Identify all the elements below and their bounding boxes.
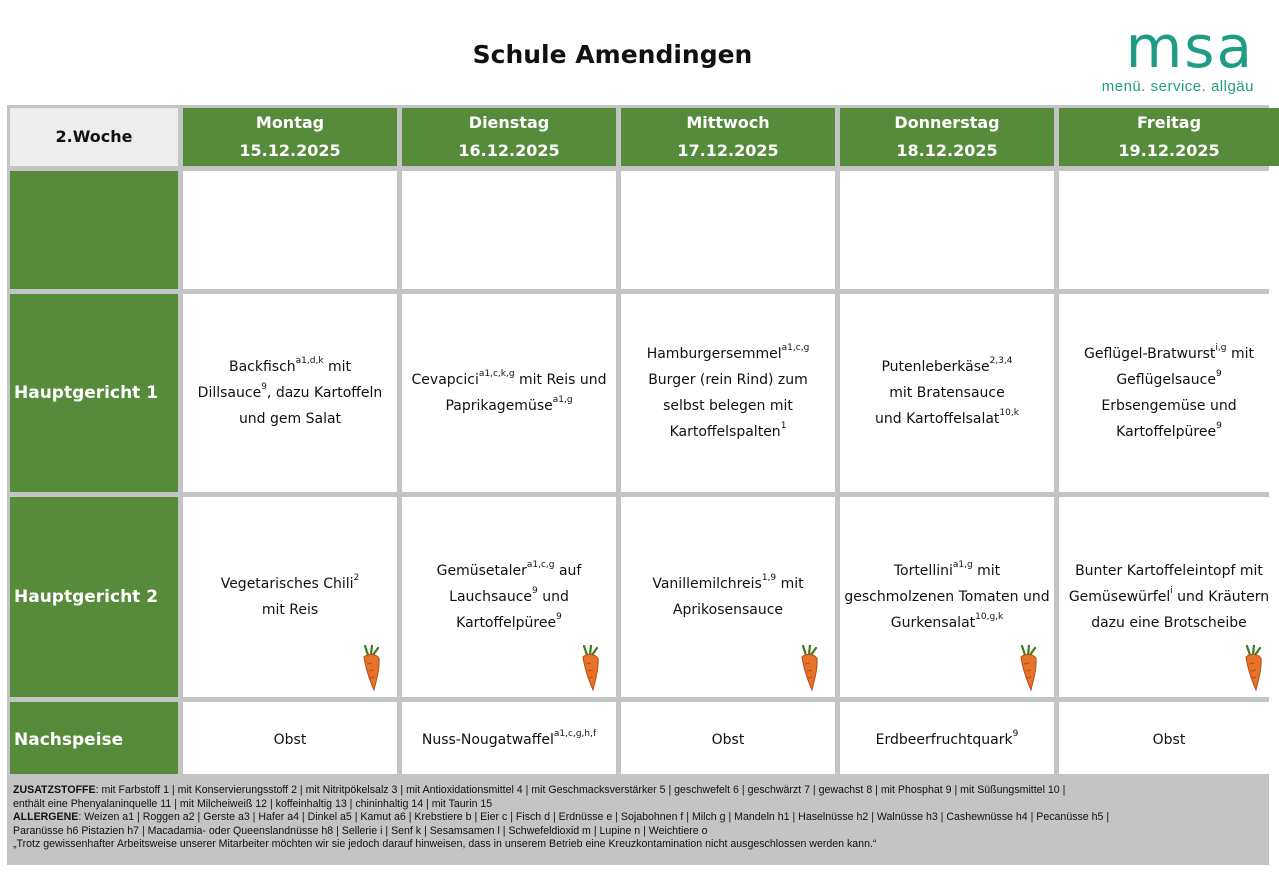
allergen-codes: 9 <box>532 586 538 596</box>
main1-thursday <box>840 294 1054 492</box>
dish-line <box>1084 341 1254 367</box>
main2-wednesday <box>621 497 835 697</box>
dish-text <box>412 367 607 419</box>
dish-line <box>712 727 745 753</box>
dish-name: Kartoffelpüree <box>456 615 557 631</box>
dish-name: geschmolzenen Tomaten und <box>844 589 1050 605</box>
dish-name: Gemüsewürfel <box>1068 589 1171 605</box>
dish-line <box>647 393 810 419</box>
dish-name: Aprikosensauce <box>672 602 784 618</box>
dish-name: Putenleberkäse <box>881 359 990 375</box>
allergens-label: ALLERGENE <box>13 811 79 823</box>
main1-monday <box>183 294 397 492</box>
dish-name: und Kräutern <box>1172 589 1270 605</box>
dish-name: Gurkensalat <box>890 615 976 631</box>
day-name: Dienstag <box>468 113 550 132</box>
empty-cell <box>621 171 835 289</box>
empty-cell <box>402 171 616 289</box>
empty-cell <box>183 171 397 289</box>
dessert-friday <box>1059 702 1279 778</box>
dish-name: Hamburgersemmel <box>646 346 782 362</box>
dish-text <box>1084 341 1254 445</box>
dish-line <box>844 584 1049 610</box>
day-name: Montag <box>255 113 325 132</box>
main2-monday <box>183 497 397 697</box>
dish-line <box>1069 610 1269 636</box>
carrot-icon <box>359 645 383 691</box>
day-date: 15.12.2025 <box>239 141 341 160</box>
page-title: Schule Amendingen <box>472 40 753 69</box>
dish-name: Erbsengemüse und <box>1101 398 1237 414</box>
main2-friday <box>1059 497 1279 697</box>
dish-text <box>844 558 1049 636</box>
day-header-monday <box>183 108 397 166</box>
dish-name: mit <box>972 563 1001 579</box>
allergen-codes: 9 <box>1215 369 1222 379</box>
allergen-codes: i,g <box>1215 343 1227 353</box>
carrot-icon <box>797 645 821 691</box>
dish-line <box>1084 393 1254 419</box>
dish-line <box>844 558 1049 584</box>
dish-line <box>647 367 810 393</box>
dish-name: Gemüsetaler <box>436 563 527 579</box>
dish-line <box>198 354 383 380</box>
day-name: Freitag <box>1136 113 1202 132</box>
allergen-codes: 9 <box>1216 421 1222 431</box>
dish-line <box>652 571 803 597</box>
dish-name: Vanillemilchreis <box>652 576 762 592</box>
dish-name: und gem Salat <box>238 411 342 427</box>
dish-name: Backfisch <box>228 359 296 375</box>
dish-name: Lauchsauce <box>449 589 533 605</box>
allergen-codes: 9 <box>261 382 267 392</box>
dessert-thursday <box>840 702 1054 778</box>
dish-line <box>1069 584 1269 610</box>
dish-line <box>274 727 307 753</box>
dish-line <box>412 367 607 393</box>
dish-text <box>647 341 810 445</box>
dish-name: selbst belegen mit <box>663 398 793 414</box>
allergen-codes: 9 <box>1012 729 1019 739</box>
dish-name: Cevapcici <box>411 372 479 388</box>
day-date: 18.12.2025 <box>896 141 998 160</box>
dish-line <box>1084 367 1254 393</box>
main2-thursday <box>840 497 1054 697</box>
dish-text <box>1153 727 1186 753</box>
day-date: 17.12.2025 <box>677 141 779 160</box>
allergen-codes: 1,9 <box>761 573 777 583</box>
dish-name: mit <box>1226 346 1254 362</box>
dish-line <box>647 419 810 445</box>
dish-name: und Kartoffelsalat <box>875 411 1000 427</box>
dish-name: mit <box>323 359 351 375</box>
dish-name: Geflügelsauce <box>1116 372 1216 388</box>
empty-cell <box>1059 171 1279 289</box>
dish-name: Kartoffelspalten <box>669 424 781 440</box>
dish-name: Vegetarisches Chili <box>220 576 354 592</box>
allergen-codes: a1,c,g,h,f <box>553 729 597 739</box>
logo-mark: msa <box>1125 13 1254 81</box>
dish-line <box>1084 419 1254 445</box>
dish-name: Obst <box>273 732 307 748</box>
dish-name: Obst <box>1152 732 1186 748</box>
day-date: 16.12.2025 <box>458 141 560 160</box>
main1-wednesday <box>621 294 835 492</box>
dish-name: , dazu Kartoffeln <box>266 385 383 401</box>
day-name: Donnerstag <box>894 113 1000 132</box>
allergens-text: : Weizen a1 | Roggen a2 | Gerste a3 | Hafer a4 | Dinkel a5 | Kamut a6 | Krebstiere b | Eier c | Fisch d | Erdnüsse e | Sojabohnen f | Milch g | Mandeln h1 | Haselnüsse h2 | Walnüsse h3 | Cashewnüsse h4 | Pecanüsse h5 | <box>78 811 1110 823</box>
dish-text <box>198 354 383 432</box>
row-label-main1: Hauptgericht 1 <box>10 294 178 492</box>
day-header-tuesday <box>402 108 616 166</box>
dish-line <box>412 393 607 419</box>
dish-text <box>274 727 307 753</box>
allergen-codes: a1,g <box>952 560 973 570</box>
dish-text <box>876 727 1019 753</box>
carrot-icon <box>578 645 602 691</box>
dish-line <box>437 610 582 636</box>
dessert-tuesday <box>402 702 616 778</box>
allergen-codes: 2,3,4 <box>989 356 1013 366</box>
dish-line <box>875 406 1019 432</box>
dish-line <box>652 597 803 623</box>
dish-name: auf <box>554 563 582 579</box>
dish-name: mit Reis und <box>514 372 607 388</box>
dish-line <box>844 610 1049 636</box>
additives-text: : mit Farbstoff 1 | mit Konservierungsstoff 2 | mit Nitritpökelsalz 3 | mit Antioxidationsmittel 4 | mit Geschmacksverstärker 5 | geschwefelt 6 | geschwärzt 7 | gewachst 8 | mit Phosphat 9 | mit Süßungsmittel 10 | <box>95 784 1066 796</box>
dish-text <box>652 571 803 623</box>
main1-friday <box>1059 294 1279 492</box>
empty-cell <box>840 171 1054 289</box>
dish-line <box>422 727 596 753</box>
day-header-wednesday <box>621 108 835 166</box>
allergens-line-1 <box>13 811 1263 825</box>
carrot-icon <box>1241 645 1265 691</box>
dish-name: Tortellini <box>893 563 953 579</box>
allergen-codes: a1,g <box>552 395 573 405</box>
dish-line <box>875 354 1019 380</box>
row-label-empty <box>10 171 178 289</box>
dish-name: Obst <box>711 732 745 748</box>
dish-line <box>875 380 1019 406</box>
dish-line <box>198 380 383 406</box>
dish-line <box>1153 727 1186 753</box>
allergen-codes: 1 <box>780 421 787 431</box>
allergen-codes: 9 <box>556 612 562 622</box>
disclaimer: „Trotz gewissenhafter Arbeitsweise unserer Mitarbeiter möchten wir sie jedoch darauf hinweisen, dass in unserem Betrieb eine Kreuzkontamination nicht ausgeschlossen werden kann.“ <box>13 838 877 850</box>
allergen-codes: a1,c,k,g <box>478 369 515 379</box>
dish-line <box>437 558 582 584</box>
day-name: Mittwoch <box>686 113 770 132</box>
additives-line-1 <box>13 784 1263 798</box>
menu-plan-table <box>7 105 1269 774</box>
dish-line <box>198 406 383 432</box>
allergen-codes: a1,d,k <box>295 356 324 366</box>
dish-text <box>875 354 1019 432</box>
dish-name: Geflügel-Bratwurst <box>1084 346 1216 362</box>
dish-name: mit <box>776 576 804 592</box>
dish-name: Kartoffelpüree <box>1116 424 1217 440</box>
dessert-wednesday <box>621 702 835 778</box>
dish-name: Erdbeerfruchtquark <box>875 732 1013 748</box>
allergen-codes: a1,c,g <box>781 343 810 353</box>
dish-line <box>221 597 360 623</box>
dish-name: und <box>537 589 569 605</box>
additives-line-2: enthält eine Phenyalaninquelle 11 | mit Milcheiweiß 12 | koffeinhaltig 13 | chininhaltig 14 | mit Taurin 15 <box>13 797 493 810</box>
dish-text <box>437 558 582 636</box>
carrot-icon <box>1016 645 1040 691</box>
day-header-friday <box>1059 108 1279 166</box>
allergen-codes: 10,k <box>999 408 1019 418</box>
dish-line <box>221 571 360 597</box>
dish-line <box>876 727 1019 753</box>
dish-name: Paprikagemüse <box>445 398 553 414</box>
dish-name: mit Reis <box>261 602 319 618</box>
dish-text <box>1069 558 1269 636</box>
week-label: 2.Woche <box>10 108 178 166</box>
dish-text <box>422 727 596 753</box>
dish-name: Nuss-Nougatwaffel <box>421 732 554 748</box>
logo-tagline: menü. service. allgäu <box>1101 78 1254 95</box>
allergen-codes: 10,g,k <box>975 612 1004 622</box>
dish-line <box>437 584 582 610</box>
main2-tuesday <box>402 497 616 697</box>
dish-text <box>712 727 745 753</box>
additives-label: ZUSATZSTOFFE <box>13 784 96 796</box>
main1-tuesday <box>402 294 616 492</box>
legend-footer <box>7 774 1269 865</box>
day-date: 19.12.2025 <box>1118 141 1220 160</box>
allergen-codes: 2 <box>353 573 360 583</box>
msa-logo <box>1074 13 1254 98</box>
dessert-monday <box>183 702 397 778</box>
dish-text <box>221 571 360 623</box>
dish-line <box>1069 558 1269 584</box>
dish-name: Bunter Kartoffeleintopf mit <box>1075 563 1263 579</box>
allergens-line-2: Paranüsse h6 Pistazien h7 | Macadamia- oder Queenslandnüsse h8 | Sellerie i | Senf k | Sesamsamen l | Schwefeldioxid m | Lupine n | Weichtiere o <box>13 824 708 837</box>
row-label-main2: Hauptgericht 2 <box>10 497 178 697</box>
dish-line <box>647 341 810 367</box>
allergen-codes: i <box>1170 586 1173 596</box>
row-label-dessert: Nachspeise <box>10 702 178 778</box>
dish-name: Burger (rein Rind) zum <box>648 372 808 388</box>
day-header-thursday <box>840 108 1054 166</box>
allergen-codes: a1,c,g <box>526 560 555 570</box>
dish-name: mit Bratensauce <box>889 385 1005 401</box>
dish-name: Dillsauce <box>197 385 262 401</box>
dish-name: dazu eine Brotscheibe <box>1091 615 1247 631</box>
